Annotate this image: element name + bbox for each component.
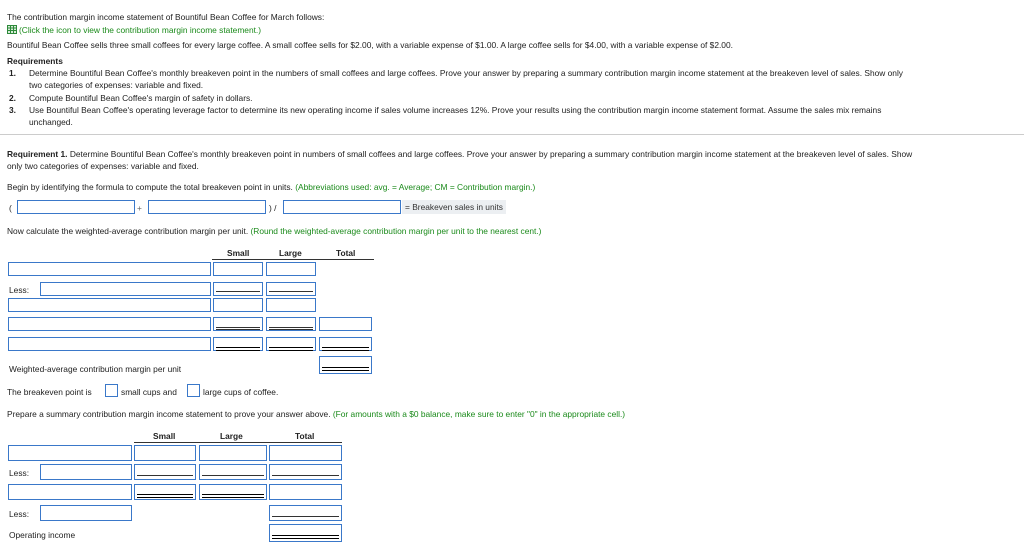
wacm-row1-label[interactable] xyxy=(8,262,211,276)
req-num-2: 2. xyxy=(9,93,16,103)
wacm-row2-small[interactable] xyxy=(213,282,263,296)
row5-large-drule xyxy=(269,347,313,351)
stmt-row1-small[interactable] xyxy=(134,445,196,461)
row2-large-rule xyxy=(269,291,313,292)
open-paren: ( xyxy=(9,203,12,213)
stmt-row3-total[interactable] xyxy=(269,484,342,500)
stmt-row1-total[interactable] xyxy=(269,445,342,461)
wacm-total-drule xyxy=(322,367,369,371)
req-text-3b: unchanged. xyxy=(29,117,73,127)
wacm-intro xyxy=(7,226,541,236)
breakeven-units-label: = Breakeven sales in units xyxy=(402,200,506,214)
wacm-row5-label[interactable] xyxy=(8,337,211,351)
col-header-small: Small xyxy=(227,248,250,258)
be-text-2: small cups and xyxy=(121,387,177,397)
stmt-row3-label[interactable] xyxy=(8,484,132,500)
row2-small-rule xyxy=(216,291,260,292)
stmt-row2-large-rule xyxy=(202,475,264,476)
wacm-row2-large[interactable] xyxy=(266,282,316,296)
plus-sign: + xyxy=(137,203,142,213)
operating-income-label: Operating income xyxy=(9,530,76,540)
wacm-row3-small[interactable] xyxy=(213,298,263,312)
col-header-total: Total xyxy=(336,248,356,258)
req1-text2: only two categories of expenses: variable and fixed. xyxy=(7,161,199,171)
stmt-row4-label[interactable] xyxy=(40,505,132,521)
stmt-row2-label[interactable] xyxy=(40,464,132,480)
formula-input-2[interactable] xyxy=(148,200,266,214)
wacm-row1-small[interactable] xyxy=(213,262,263,276)
wacm-row1-large[interactable] xyxy=(266,262,316,276)
prepare-hint: (For amounts with a $0 balance, make sure to enter "0" in the appropriate cell.) xyxy=(332,409,626,419)
stmt-col-large: Large xyxy=(220,431,243,441)
wacm-row4-total[interactable] xyxy=(319,317,372,331)
req1-desc: Determine Bountiful Bean Coffee's monthly breakeven point in numbers of small coffees and large coffees. Prove your answer by preparing a summary contribution margin income statement at the breakeven level of sales. Show xyxy=(69,149,913,159)
less-label-1: Less: xyxy=(9,285,30,295)
stmt-row2-total-rule xyxy=(272,475,339,476)
wacm-row2-label[interactable] xyxy=(40,282,211,296)
req1-title: Requirement 1. xyxy=(7,149,68,159)
stmt-col-small: Small xyxy=(153,431,176,441)
wacm-intro-text: Now calculate the weighted-average contribution margin per unit. xyxy=(7,226,249,236)
stmt-row4-total[interactable] xyxy=(269,505,342,521)
req-num-3: 3. xyxy=(9,105,16,115)
stmt-row3-large-drule xyxy=(202,494,264,498)
intro-line: The contribution margin income statement of Bountiful Bean Coffee for March follows: xyxy=(7,12,325,22)
statement-link[interactable] xyxy=(7,25,261,35)
stmt-row2-small[interactable] xyxy=(134,464,196,480)
wacm-total-input[interactable] xyxy=(319,356,372,374)
stmt-row2-small-rule xyxy=(137,475,193,476)
prepare-intro-text: Prepare a summary contribution margin income statement to prove your answer above. xyxy=(7,409,331,419)
stmt-col-total: Total xyxy=(295,431,315,441)
req-text-3: Use Bountiful Bean Coffee's operating leverage factor to determine its new operating income if sales volume increases 12%. Prove your results using the contribution margin income statement format. Assume the sales mix remains xyxy=(29,105,882,115)
header-underline xyxy=(212,259,374,260)
row4-small-rule2 xyxy=(216,329,260,330)
req-text-1b: two categories of expenses: variable and fixed. xyxy=(29,80,204,90)
requirements-heading: Requirements xyxy=(7,56,63,66)
close-divide: ) / xyxy=(269,203,277,213)
stmt-row2-large[interactable] xyxy=(199,464,267,480)
stmt-less-2: Less: xyxy=(9,509,30,519)
row4-small-rule1 xyxy=(216,327,260,328)
req-text-1: Determine Bountiful Bean Coffee's monthly breakeven point in the numbers of small coffees and large coffees. Prove your answer by preparing a summary contribution margin income statement at the breakeven level of sales. Show only xyxy=(29,68,903,78)
formula-intro-text: Begin by identifying the formula to compute the total breakeven point in units. xyxy=(7,182,293,192)
row5-total-drule xyxy=(322,347,369,351)
row4-large-rule2 xyxy=(269,329,313,330)
formula-intro xyxy=(7,182,535,192)
wacm-row3-large[interactable] xyxy=(266,298,316,312)
wacm-label: Weighted-average contribution margin per unit xyxy=(9,364,182,374)
req1-text xyxy=(7,149,912,159)
statement-link-text[interactable]: (Click the icon to view the contribution margin income statement.) xyxy=(19,25,262,35)
wacm-row3-label[interactable] xyxy=(8,298,211,312)
be-text-1: The breakeven point is xyxy=(7,387,92,397)
col-header-large: Large xyxy=(279,248,302,258)
stmt-row2-total[interactable] xyxy=(269,464,342,480)
stmt-row3-small-drule xyxy=(137,494,193,498)
wacm-row4-label[interactable] xyxy=(8,317,211,331)
be-small-input[interactable] xyxy=(105,384,118,397)
wacm-hint: (Round the weighted-average contribution margin per unit to the nearest cent.) xyxy=(250,226,542,236)
formula-input-1[interactable] xyxy=(17,200,135,214)
formula-hint: (Abbreviations used: avg. = Average; CM = Contribution margin.) xyxy=(295,182,536,192)
row5-small-drule xyxy=(216,347,260,351)
operating-income-drule xyxy=(272,535,339,539)
section-divider xyxy=(0,134,1024,135)
stmt-header-underline xyxy=(134,442,342,443)
req-text-2: Compute Bountiful Bean Coffee's margin of safety in dollars. xyxy=(29,93,253,103)
operating-income-input[interactable] xyxy=(269,524,342,542)
intro-sales-mix: Bountiful Bean Coffee sells three small coffees for every large coffee. A small coffee sells for $2.00, with a variable expense of $1.00. A large coffee sells for $4.00, with a variable expense of $2.00. xyxy=(7,40,733,50)
be-large-input[interactable] xyxy=(187,384,200,397)
stmt-row4-total-rule xyxy=(272,516,339,517)
formula-input-3[interactable] xyxy=(283,200,401,214)
be-text-3: large cups of coffee. xyxy=(203,387,279,397)
stmt-less-1: Less: xyxy=(9,468,30,478)
table-icon[interactable] xyxy=(7,25,17,34)
row4-large-rule1 xyxy=(269,327,313,328)
stmt-row1-large[interactable] xyxy=(199,445,267,461)
stmt-row1-label[interactable] xyxy=(8,445,132,461)
req-num-1: 1. xyxy=(9,68,16,78)
prepare-intro xyxy=(7,409,625,419)
